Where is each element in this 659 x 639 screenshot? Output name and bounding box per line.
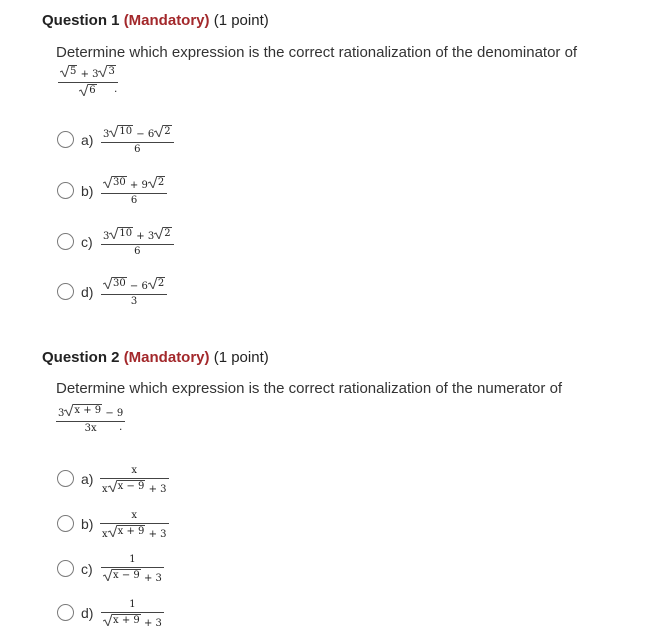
radio-button[interactable]: [57, 604, 74, 621]
q1-option-b-expression: 30 + 9 2 6: [101, 176, 167, 207]
radio-button[interactable]: [57, 560, 74, 577]
q2-option-b[interactable]: [57, 515, 93, 532]
radio-button[interactable]: [57, 131, 74, 148]
option-label: c): [81, 233, 93, 250]
question-title-text: Question 2: [42, 349, 120, 366]
q2-option-d-expression: 1 x + 9 + 3: [101, 599, 164, 630]
q1-option-c-expression: 3 10 + 3 2 6: [101, 227, 174, 258]
option-label: d): [81, 604, 94, 621]
q2-option-b-expression: x x x + 9 + 3: [102, 510, 167, 540]
question-1-title: [42, 12, 269, 29]
question-2-expression: 3 x + 9 − 9 3x: [58, 405, 124, 434]
q2-option-c-expression: 1 x − 9 + 3: [101, 554, 164, 585]
points-label: (1 point): [213, 349, 269, 366]
radio-button[interactable]: [57, 283, 74, 300]
question-1-prompt: Determine which expression is the correct rationalization of the denominator of: [56, 44, 578, 61]
question-2-title: [42, 349, 269, 366]
option-label: b): [81, 515, 94, 532]
q2-option-d[interactable]: [57, 604, 93, 621]
radio-button[interactable]: [57, 515, 74, 532]
question-title-text: Question 1: [42, 12, 120, 29]
question-1-expression: 5 + 3 3 6: [58, 65, 118, 100]
radio-button[interactable]: [57, 233, 74, 250]
q1-option-b[interactable]: [57, 182, 93, 199]
question-2-prompt: Determine which expression is the correct rationalization of the numerator of: [56, 380, 563, 397]
option-label: a): [81, 470, 94, 487]
option-label: c): [81, 560, 93, 577]
radio-button[interactable]: [57, 470, 74, 487]
expression-period: .: [114, 81, 118, 95]
points-label: (1 point): [213, 12, 269, 29]
mandatory-label: (Mandatory): [123, 12, 210, 29]
radio-button[interactable]: [57, 182, 74, 199]
q2-option-c[interactable]: [57, 560, 93, 577]
q1-option-a-expression: 3 10 − 6 2 6: [101, 125, 174, 156]
q1-option-d[interactable]: [57, 283, 93, 300]
q1-option-a[interactable]: [57, 131, 93, 148]
mandatory-label: (Mandatory): [123, 349, 210, 366]
q1-option-d-expression: 30 − 6 2 3: [101, 277, 167, 308]
q1-option-c[interactable]: [57, 233, 93, 250]
expression-period: .: [119, 419, 123, 433]
q2-option-a[interactable]: [57, 470, 93, 487]
option-label: a): [81, 131, 94, 148]
option-label: d): [81, 283, 94, 300]
option-label: b): [81, 182, 94, 199]
q2-option-a-expression: x x x − 9 + 3: [102, 465, 167, 495]
